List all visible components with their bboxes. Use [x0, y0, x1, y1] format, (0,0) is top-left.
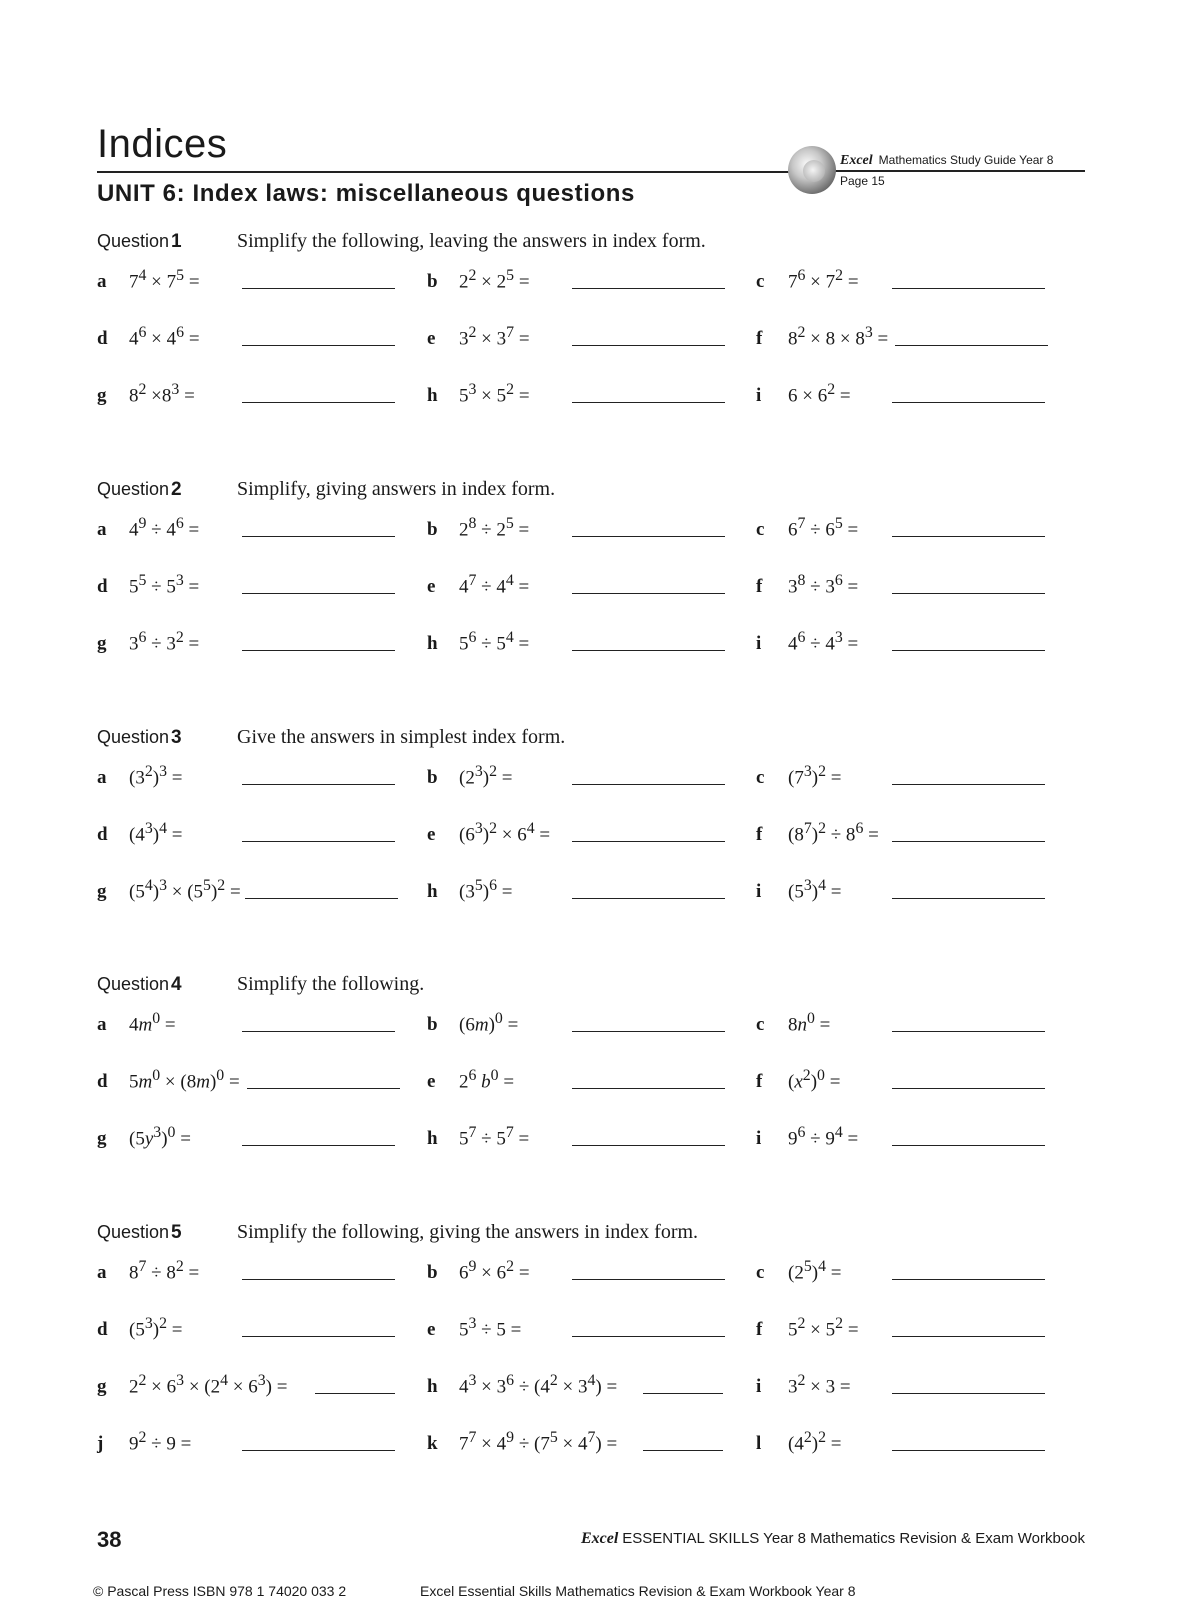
answer-blank[interactable] — [572, 345, 725, 346]
question-item-h — [427, 629, 529, 655]
footer-brand: Excel — [580, 1530, 619, 1547]
answer-blank[interactable] — [572, 1279, 725, 1280]
question-item-i — [756, 629, 858, 655]
question-label — [97, 479, 237, 501]
question-item-b — [427, 763, 512, 789]
question-word: Question — [97, 479, 170, 499]
item-letter: a — [97, 767, 107, 789]
item-letter: f — [756, 576, 763, 598]
question-word: Question — [97, 974, 170, 994]
question-item-b — [427, 1258, 530, 1284]
question-item-h — [427, 381, 530, 407]
question-word: Question — [97, 1222, 170, 1242]
unit-title: UNIT 6: Index laws: miscellaneous questions — [97, 180, 635, 207]
question-number: 1 — [171, 231, 182, 252]
item-expression: $3^8 \div 3^6$ = — [788, 572, 859, 598]
answer-blank[interactable] — [242, 784, 395, 785]
item-letter: b — [427, 519, 438, 541]
item-letter: h — [427, 633, 438, 655]
answer-blank[interactable] — [892, 1336, 1045, 1337]
answer-blank[interactable] — [892, 1279, 1045, 1280]
item-letter: c — [756, 1014, 765, 1036]
question-item-b — [427, 1010, 518, 1036]
question-item-g — [97, 1372, 287, 1398]
item-expression: $5^2 \times 5^2$ = — [788, 1315, 859, 1341]
item-expression: $(4^2)^2$ = — [788, 1429, 842, 1455]
question-label — [97, 231, 237, 253]
page-number: 38 — [97, 1527, 122, 1552]
question-item-i — [756, 1124, 858, 1150]
item-letter: f — [756, 1319, 763, 1341]
item-letter: c — [756, 271, 765, 293]
question-item-g — [97, 381, 195, 407]
answer-blank[interactable] — [892, 898, 1045, 899]
item-letter: d — [97, 328, 108, 350]
item-letter: d — [97, 824, 108, 846]
item-letter: i — [756, 881, 762, 903]
item-expression: $7^4 \times 7^5$ = — [129, 267, 200, 293]
item-expression: $2^2 \times 2^5$ = — [459, 267, 530, 293]
question-heading — [97, 1221, 698, 1244]
item-expression: $2^2 \times 6^3 \times (2^4 \times 6^3)$ = — [129, 1372, 288, 1398]
item-letter: g — [97, 881, 107, 903]
item-letter: f — [756, 328, 763, 350]
item-expression: $5^7 \div 5^7$ = — [459, 1124, 530, 1150]
question-item-a — [97, 1010, 176, 1036]
question-number: 5 — [171, 1222, 182, 1243]
question-instruction: Simplify, giving answers in index form. — [237, 478, 556, 500]
answer-blank[interactable] — [572, 402, 725, 403]
item-expression: $4^6 \div 4^3$ = — [788, 629, 859, 655]
item-expression: $5m^0 \times (8m)^0$ = — [129, 1067, 240, 1093]
item-expression: $2^6$ $b^0$ = — [459, 1067, 515, 1093]
question-item-f — [756, 572, 858, 598]
answer-blank[interactable] — [892, 1450, 1045, 1451]
question-item-e — [427, 1315, 521, 1341]
item-letter: b — [427, 271, 438, 293]
item-letter: g — [97, 633, 107, 655]
question-item-d — [97, 1315, 182, 1341]
question-heading — [97, 726, 565, 749]
question-item-d — [97, 572, 199, 598]
question-item-h — [427, 1372, 617, 1398]
answer-blank[interactable] — [892, 1031, 1045, 1032]
item-expression: $(2^3)^2$ = — [459, 763, 513, 789]
item-expression: $6^9 \times 6^2$ = — [459, 1258, 530, 1284]
item-expression: $4^6 \times 4^6$ = — [129, 324, 200, 350]
question-item-b — [427, 515, 529, 541]
question-heading — [97, 230, 706, 253]
question-item-j — [97, 1429, 191, 1455]
answer-blank[interactable] — [242, 1031, 395, 1032]
question-number: 2 — [171, 479, 182, 500]
answer-blank[interactable] — [245, 898, 398, 899]
item-expression: $9^6 \div 9^4$ = — [788, 1124, 859, 1150]
answer-blank[interactable] — [242, 1336, 395, 1337]
item-expression: $8^7 \div 8^2$ = — [129, 1258, 200, 1284]
answer-blank[interactable] — [242, 1145, 395, 1146]
item-expression: $7^6 \times 7^2$ = — [788, 267, 859, 293]
item-letter: h — [427, 1128, 438, 1150]
answer-blank[interactable] — [572, 288, 725, 289]
answer-blank[interactable] — [572, 1336, 725, 1337]
answer-blank[interactable] — [242, 1450, 395, 1451]
item-expression: $(5y^3)^0$ = — [129, 1124, 191, 1150]
item-expression: $(3^2)^3$ = — [129, 763, 183, 789]
item-expression: $(6m)^0$ = — [459, 1010, 519, 1036]
item-expression: $9^2 \div 9$ = — [129, 1429, 192, 1455]
item-letter: h — [427, 385, 438, 407]
item-expression: $(x^2)^0$ = — [788, 1067, 841, 1093]
answer-blank[interactable] — [572, 1088, 725, 1089]
question-label — [97, 974, 237, 996]
answer-blank[interactable] — [892, 784, 1045, 785]
item-letter: f — [756, 824, 763, 846]
answer-blank[interactable] — [572, 1031, 725, 1032]
answer-blank[interactable] — [247, 1088, 400, 1089]
item-expression: $(6^3)^2 \times 6^4$ = — [459, 820, 551, 846]
answer-blank[interactable] — [892, 536, 1045, 537]
question-label — [97, 1222, 237, 1244]
question-instruction: Simplify the following. — [237, 973, 425, 995]
item-expression: $4^3 \times 3^6 \div (4^2 \times 3^4)$ = — [459, 1372, 618, 1398]
item-expression: $8^2 \times 8^3$ = — [129, 381, 195, 407]
item-expression: $8n^0$ = — [788, 1010, 831, 1036]
ref-page: Page 15 — [840, 174, 885, 188]
question-instruction: Give the answers in simplest index form. — [237, 726, 566, 748]
question-item-a — [97, 763, 182, 789]
item-expression: $6^7 \div 6^5$ = — [788, 515, 859, 541]
question-item-d — [97, 324, 200, 350]
answer-blank[interactable] — [572, 1145, 725, 1146]
item-expression: $7^7 \times 4^9 \div (7^5 \times 4^7)$ = — [459, 1429, 618, 1455]
item-expression: $5^6 \div 5^4$ = — [459, 629, 530, 655]
answer-blank[interactable] — [572, 593, 725, 594]
item-expression: $3^2 \times 3^7$ = — [459, 324, 530, 350]
item-expression: $(5^3)^2$ = — [129, 1315, 183, 1341]
answer-blank[interactable] — [892, 593, 1045, 594]
question-item-b — [427, 267, 530, 293]
question-item-c — [756, 267, 859, 293]
answer-blank[interactable] — [892, 402, 1045, 403]
answer-blank[interactable] — [242, 593, 395, 594]
item-expression: $4m^0$ = — [129, 1010, 176, 1036]
question-item-c — [756, 763, 841, 789]
question-instruction: Simplify the following, leaving the answers in index form. — [237, 230, 706, 252]
item-expression: $5^3 \div 5$ = — [459, 1315, 522, 1341]
question-3 — [97, 726, 1087, 966]
answer-blank[interactable] — [892, 1145, 1045, 1146]
item-letter: f — [756, 1071, 763, 1093]
question-item-c — [756, 515, 858, 541]
question-item-a — [97, 515, 199, 541]
question-heading — [97, 478, 555, 501]
item-letter: l — [756, 1433, 762, 1455]
item-letter: a — [97, 1262, 107, 1284]
question-item-a — [97, 1258, 199, 1284]
item-letter: b — [427, 1262, 438, 1284]
section-title: Indices — [97, 122, 228, 166]
question-word: Question — [97, 231, 170, 251]
question-item-f — [756, 820, 879, 846]
question-item-d — [97, 1067, 240, 1093]
question-item-f — [756, 1067, 840, 1093]
answer-blank[interactable] — [643, 1393, 723, 1394]
answer-blank[interactable] — [892, 1088, 1045, 1089]
answer-blank[interactable] — [572, 898, 725, 899]
study-guide-reference — [840, 153, 1053, 169]
question-heading — [97, 973, 424, 996]
item-letter: i — [756, 385, 762, 407]
answer-blank[interactable] — [242, 650, 395, 651]
item-expression: $3^2 \times 3$ = — [788, 1372, 851, 1398]
ref-book: Mathematics Study Guide Year 8 — [878, 153, 1054, 167]
item-expression: $8^2 \times 8 \times 8^3$ = — [788, 324, 889, 350]
item-letter: i — [756, 633, 762, 655]
item-letter: b — [427, 1014, 438, 1036]
item-expression: $(5^3)^4$ = — [788, 877, 842, 903]
question-1 — [97, 230, 1087, 470]
series-name: Excel Essential Skills Mathematics Revision & Exam Workbook Year 8 — [420, 1583, 856, 1599]
answer-blank[interactable] — [242, 288, 395, 289]
answer-blank[interactable] — [242, 1279, 395, 1280]
item-letter: h — [427, 881, 438, 903]
item-expression: $(8^7)^2 \div 8^6$ = — [788, 820, 879, 846]
answer-blank[interactable] — [892, 1393, 1045, 1394]
question-item-f — [756, 1315, 859, 1341]
question-label — [97, 727, 237, 749]
item-letter: d — [97, 1071, 108, 1093]
question-item-g — [97, 629, 199, 655]
header-rule-right — [835, 170, 1085, 172]
item-letter: k — [427, 1433, 438, 1455]
item-letter: g — [97, 385, 107, 407]
item-letter: e — [427, 1319, 436, 1341]
ref-brand: Excel — [840, 153, 873, 168]
item-letter: a — [97, 519, 107, 541]
answer-blank[interactable] — [242, 345, 395, 346]
question-item-i — [756, 877, 841, 903]
item-letter: e — [427, 1071, 436, 1093]
question-item-c — [756, 1010, 830, 1036]
item-letter: b — [427, 767, 438, 789]
answer-blank[interactable] — [242, 536, 395, 537]
item-letter: e — [427, 824, 436, 846]
answer-blank[interactable] — [892, 841, 1045, 842]
item-letter: h — [427, 1376, 438, 1398]
item-letter: g — [97, 1128, 107, 1150]
item-expression: $(3^5)^6$ = — [459, 877, 513, 903]
answer-blank[interactable] — [242, 841, 395, 842]
question-4 — [97, 973, 1087, 1213]
question-item-f — [756, 324, 888, 350]
header-rule — [97, 171, 797, 173]
question-item-i — [756, 1372, 851, 1398]
question-instruction: Simplify the following, giving the answers in index form. — [237, 1221, 699, 1243]
item-expression: $5^3 \times 5^2$ = — [459, 381, 530, 407]
item-letter: j — [97, 1433, 104, 1455]
item-expression: $3^6 \div 3^2$ = — [129, 629, 200, 655]
answer-blank[interactable] — [315, 1393, 395, 1394]
item-expression: $4^7 \div 4^4$ = — [459, 572, 530, 598]
item-letter: c — [756, 767, 765, 789]
answer-blank[interactable] — [572, 784, 725, 785]
question-item-a — [97, 267, 200, 293]
question-item-g — [97, 877, 241, 903]
item-letter: i — [756, 1376, 762, 1398]
answer-blank[interactable] — [892, 288, 1045, 289]
item-letter: e — [427, 328, 436, 350]
question-item-d — [97, 820, 182, 846]
question-item-h — [427, 1124, 529, 1150]
item-letter: i — [756, 1128, 762, 1150]
answer-blank[interactable] — [572, 650, 725, 651]
question-number: 3 — [171, 727, 182, 748]
answer-blank[interactable] — [242, 402, 395, 403]
question-item-l — [756, 1429, 841, 1455]
answer-blank[interactable] — [895, 345, 1048, 346]
item-expression: $5^5 \div 5^3$ = — [129, 572, 200, 598]
item-expression: $(2^5)^4$ = — [788, 1258, 842, 1284]
item-expression: $(5^4)^3 \times (5^5)^2$ = — [129, 877, 241, 903]
question-item-c — [756, 1258, 841, 1284]
item-expression: $2^8 \div 2^5$ = — [459, 515, 530, 541]
item-letter: d — [97, 576, 108, 598]
question-item-e — [427, 324, 530, 350]
question-2 — [97, 478, 1087, 718]
question-item-k — [427, 1429, 617, 1455]
item-expression: $(7^3)^2$ = — [788, 763, 842, 789]
question-item-i — [756, 381, 851, 407]
item-letter: e — [427, 576, 436, 598]
footer-book-title — [581, 1530, 1085, 1548]
question-item-h — [427, 877, 512, 903]
question-item-g — [97, 1124, 191, 1150]
item-letter: d — [97, 1319, 108, 1341]
disc-center-icon — [803, 160, 825, 182]
answer-blank[interactable] — [892, 650, 1045, 651]
answer-blank[interactable] — [572, 536, 725, 537]
item-expression: $(4^3)^4$ = — [129, 820, 183, 846]
item-letter: a — [97, 271, 107, 293]
item-expression: $6 \times 6^2$ = — [788, 381, 851, 407]
question-word: Question — [97, 727, 170, 747]
question-item-e — [427, 572, 529, 598]
footer-title-text: ESSENTIAL SKILLS Year 8 Mathematics Revision & Exam Workbook — [622, 1530, 1085, 1547]
answer-blank[interactable] — [572, 841, 725, 842]
question-item-e — [427, 820, 550, 846]
question-number: 4 — [171, 974, 182, 995]
answer-blank[interactable] — [643, 1450, 723, 1451]
item-letter: c — [756, 519, 765, 541]
item-letter: a — [97, 1014, 107, 1036]
item-letter: c — [756, 1262, 765, 1284]
copyright-notice: © Pascal Press ISBN 978 1 74020 033 2 — [93, 1583, 347, 1599]
item-letter: g — [97, 1376, 107, 1398]
question-5 — [97, 1221, 1087, 1461]
question-item-e — [427, 1067, 514, 1093]
item-expression: $4^9 \div 4^6$ = — [129, 515, 200, 541]
